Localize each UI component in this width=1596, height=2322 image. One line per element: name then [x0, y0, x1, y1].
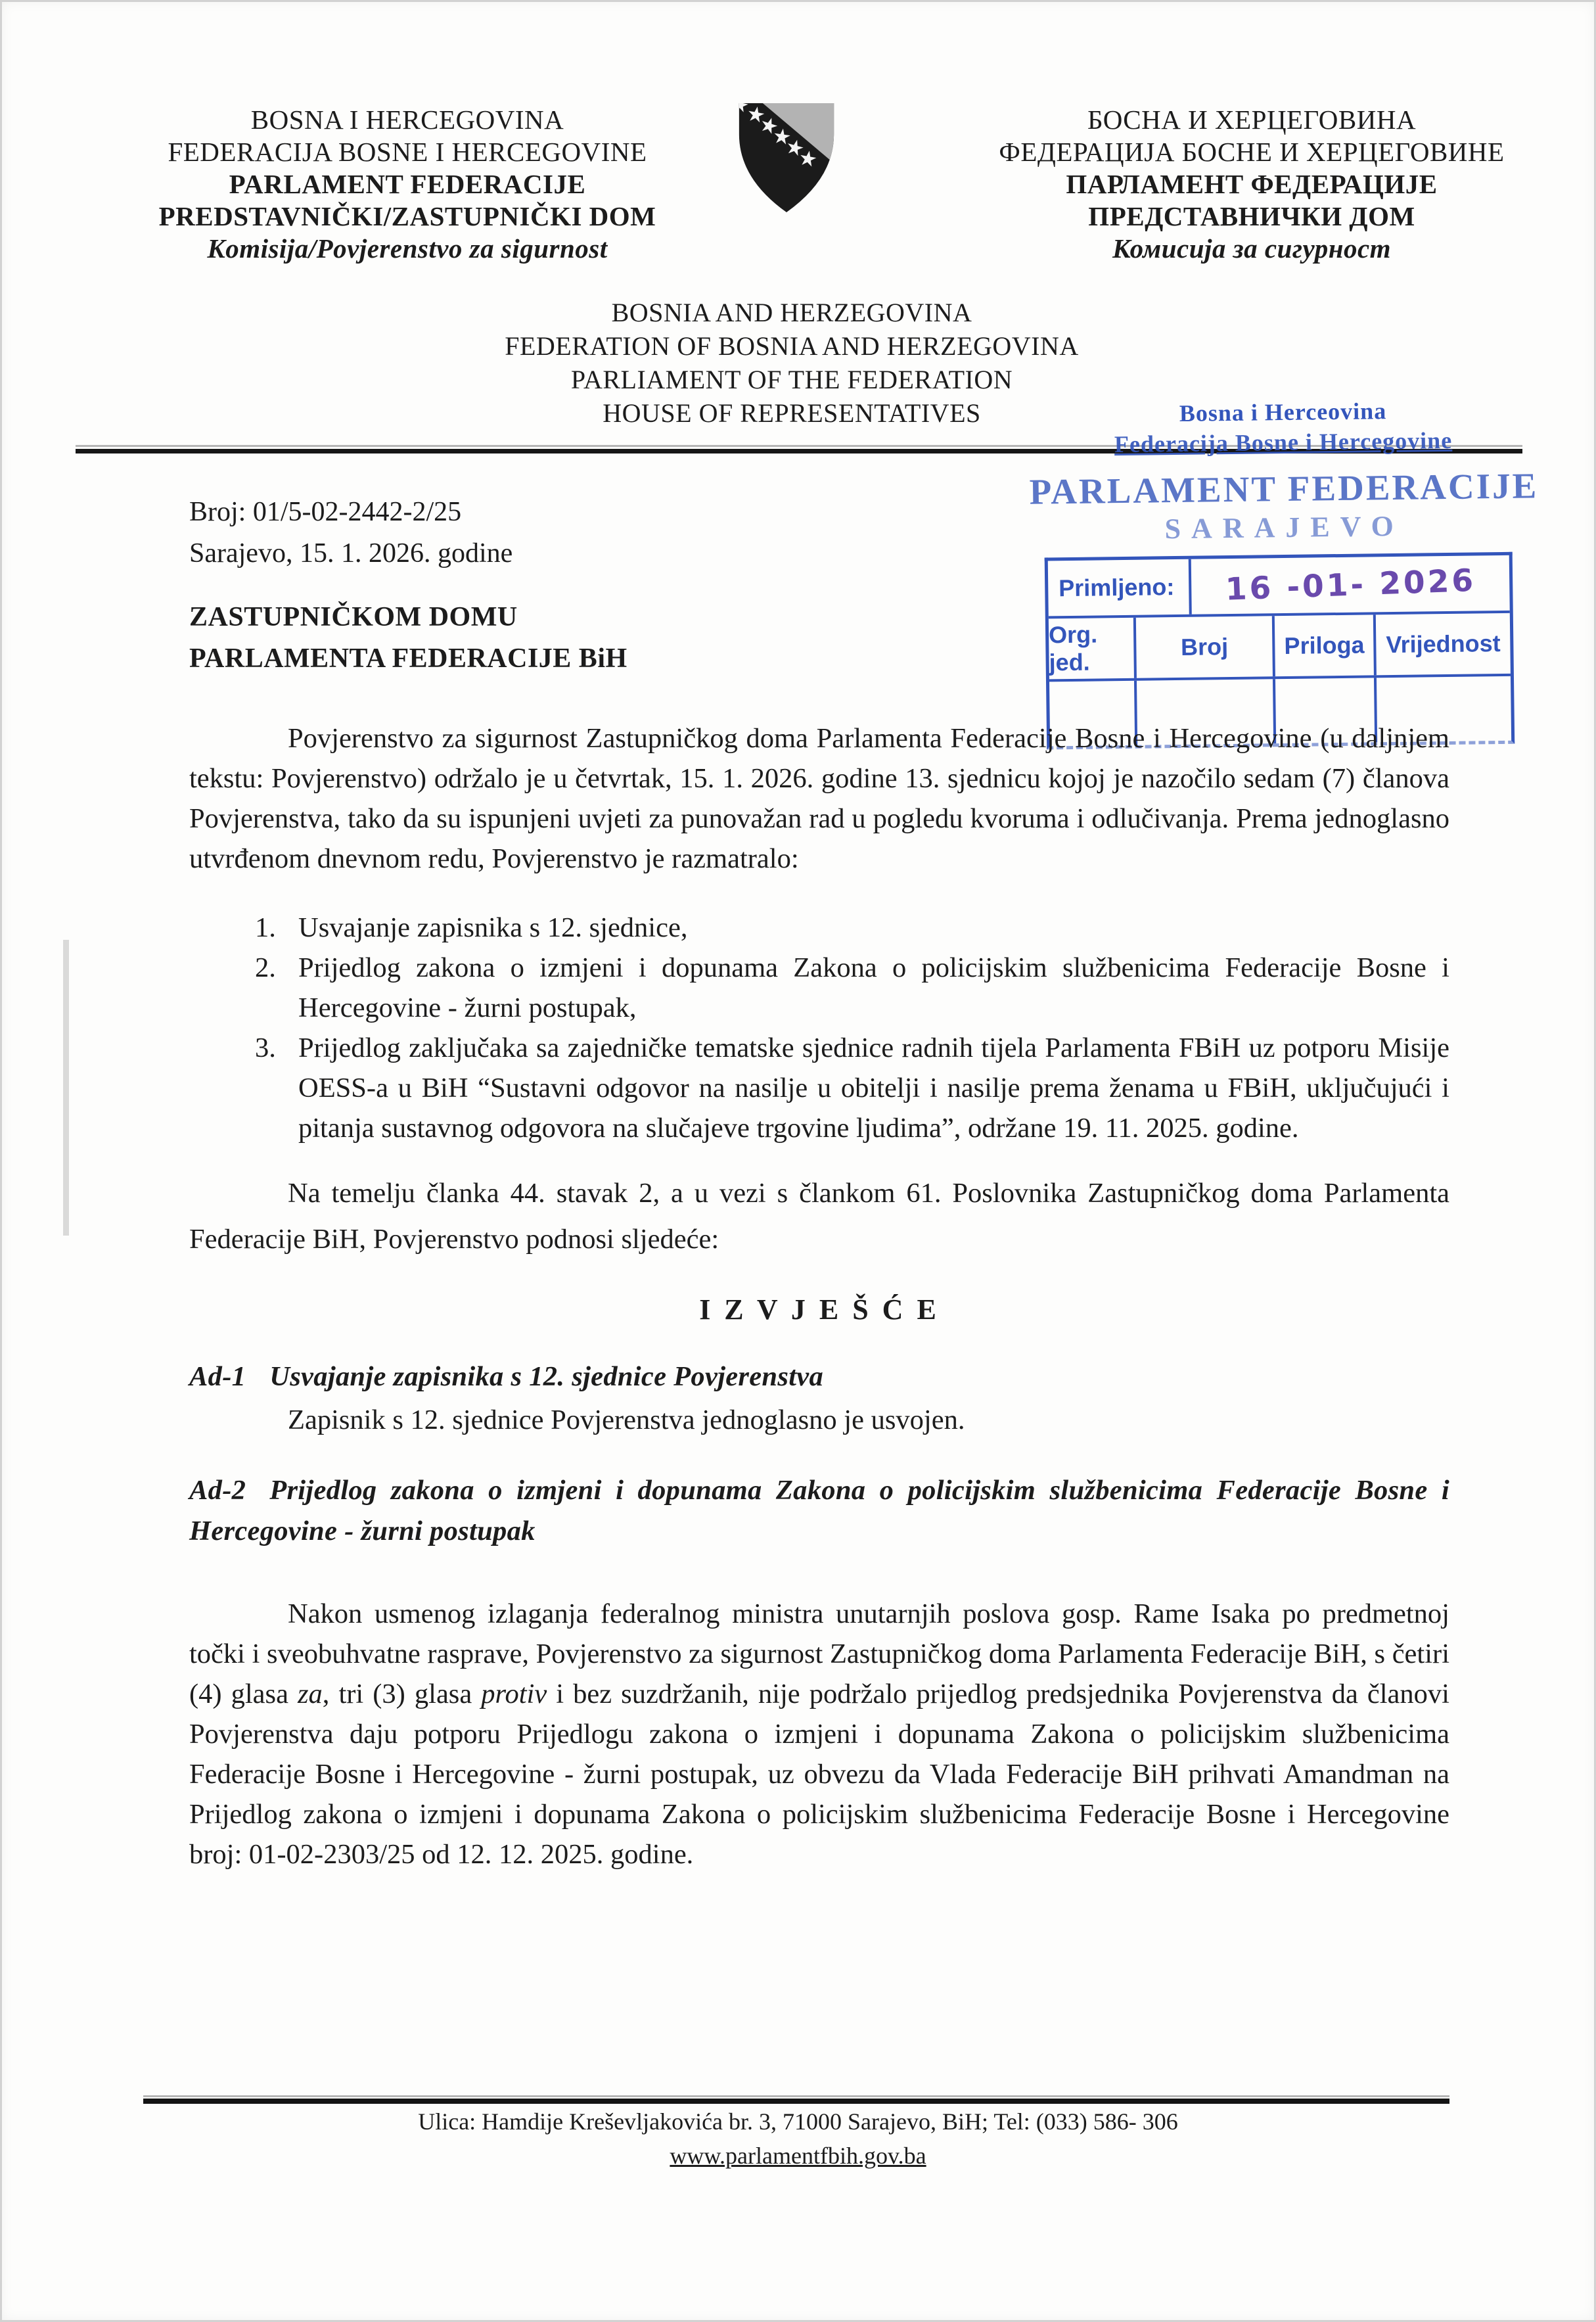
letterhead-bosnian — [95, 104, 719, 265]
stamp-federation-line: Federacija Bosne i Hercegovine — [1114, 427, 1453, 458]
letterhead-line: ФЕДЕРАЦИЈА БОСНЕ И ХЕРЦЕГОВИНЕ — [999, 137, 1505, 167]
bih-shield-icon — [731, 96, 842, 218]
section-ad2-label: Ad-2 — [189, 1475, 246, 1506]
stamp-received-date: 16 -01- 2026 — [1224, 562, 1476, 608]
document-body — [189, 718, 1449, 1874]
document-number: Broj: 01/5-02-2442-2/25 — [189, 497, 462, 527]
stamp-received-label: Primljeno: — [1048, 559, 1192, 616]
received-stamp — [1028, 395, 1541, 749]
agenda-item — [255, 948, 1449, 1028]
stamp-column-priloga: Priloga — [1275, 615, 1377, 676]
letterhead-line: HOUSE OF REPRESENTATIVES — [603, 398, 981, 428]
letterhead-line: БОСНА И ХЕРЦЕГОВИНА — [1087, 104, 1417, 135]
agenda-item-text: Usvajanje zapisnika s 12. sjednice, — [298, 912, 688, 943]
letterhead-line: Комисија за сигурност — [1112, 233, 1392, 264]
footer-block — [0, 2104, 1596, 2173]
stamp-received-row — [1048, 555, 1510, 619]
scan-artifact-line — [63, 940, 69, 1236]
letterhead-line: Komisija/Povjerenstvo za sigurnost — [207, 233, 608, 264]
report-title: I Z V J E Š Ć E — [699, 1293, 940, 1326]
section-ad1-label: Ad-1 — [189, 1361, 246, 1392]
letterhead-line: PARLAMENT FEDERACIJE — [229, 169, 586, 199]
agenda-item-text: Prijedlog zaključaka sa zajedničke tematske sjednice radnih tijela Parlamenta FBiH uz potporu Misije OESS-a u BiH “Sustavni odgovor na nasilje u obitelji i nasilje prema ženama u FBiH, uključujući i pitanja sustavnog odgovora na slučajeve trgovine ljudima”, održane 19. 11. 2025. godine. — [298, 1033, 1449, 1144]
coat-of-arms-emblem — [731, 96, 842, 218]
stamp-city-line: SARAJEVO — [1164, 509, 1405, 546]
stamp-column-vrijednost: Vrijednost — [1386, 630, 1501, 659]
document-meta — [189, 492, 513, 574]
letterhead-line: PARLIAMENT OF THE FEDERATION — [570, 365, 1013, 394]
decision-text-part: Nakon usmenog izlaganja federalnog ministra unutarnjih poslova gosp. Rame Isaka po predmetnoj točki i sveobuhvatne rasprave, Povjerenstvo za sigurnost Zastupničkog doma Parlamenta Federacije BiH, s četiri (4) glasa — [189, 1598, 1449, 1709]
paragraph-legal-basis: Na temelju članka 44. stavak 2, a u vezi s člankom 61. Poslovnika Zastupničkog doma Parlamenta Federacije BiH, Povjerenstvo podnosi sljedeće: — [189, 1178, 1449, 1255]
stamp-country-line: Bosna i Herceovina — [1179, 398, 1387, 427]
footer-website-link[interactable]: www.parlamentfbih.gov.ba — [670, 2143, 926, 2169]
letterhead-line: FEDERATION OF BOSNIA AND HERZEGOVINA — [505, 331, 1079, 361]
section-ad2-title: Prijedlog zakona o izmjeni i dopunama Zakona o policijskim službenicima Federacije Bosne i Hercegovine - žurni postupak — [189, 1475, 1449, 1546]
agenda-item-text: Prijedlog zakona o izmjeni i dopunama Zakona o policijskim službenicima Federacije Bosne i Hercegovine - žurni postupak, — [298, 952, 1449, 1023]
section-ad1-heading — [189, 1357, 1449, 1397]
agenda-list — [255, 908, 1449, 1148]
letterhead-line: BOSNIA AND HERZEGOVINA — [611, 298, 972, 327]
recipient-line: PARLAMENTA FEDERACIJE BiH — [189, 643, 627, 674]
vote-against-word: protiv — [481, 1679, 547, 1709]
recipient-block — [189, 597, 627, 680]
paragraph-intro: Povjerenstvo za sigurnost Zastupničkog doma Parlamenta Federacije Bosne i Hercegovine (u daljnjem tekstu: Povjerenstvo) održalo je u četvrtak, 15. 1. 2026. godine 13. sjednicu kojoj je nazočilo sedam (7) članova Povjerenstva, tako da su ispunjeni uvjeti za punovažan rad u pogledu kvoruma i odlučivanja. Prema jednoglasno utvrđenom dnevnom redu, Povjerenstvo je razmatralo: — [189, 723, 1449, 874]
stamp-columns-row — [1049, 613, 1511, 682]
letterhead-line: BOSNA I HERCEGOVINA — [250, 104, 564, 135]
stamp-column-org-jed: Org. jed. — [1049, 618, 1137, 680]
stamp-parliament-line: PARLAMENT FEDERACIJE — [1029, 465, 1539, 512]
agenda-item-number: 2. — [255, 952, 276, 983]
letterhead-line: ПАРЛАМЕНТ ФЕДЕРАЦИЈЕ — [1066, 169, 1438, 199]
place-and-date: Sarajevo, 15. 1. 2026. godine — [189, 538, 513, 569]
stamp-column-broj: Broj — [1136, 616, 1275, 678]
agenda-item-number: 1. — [255, 912, 276, 943]
footer-address: Ulica: Hamdije Kreševljakovića br. 3, 71000 Sarajevo, BiH; Tel: (033) 586- 306 — [418, 2108, 1178, 2135]
footer-divider-line — [143, 2099, 1449, 2104]
section-ad1-title: Usvajanje zapisnika s 12. sjednice Povjerenstva — [269, 1361, 824, 1392]
paragraph-ad2-decision — [189, 1594, 1449, 1874]
letterhead-cyrillic — [936, 104, 1567, 265]
decision-text-part: , tri (3) glasa — [322, 1679, 482, 1709]
recipient-line: ZASTUPNIČKOM DOMU — [189, 602, 518, 632]
decision-text-part: i bez suzdržanih, nije podržalo prijedlog predsjednika Povjerenstva da članovi Povjerenstva daju potporu Prijedlogu zakona o izmjeni i dopunama Zakona o policijskim službenicima Federacije Bosne i Hercegovine - žurni postupak, uz obvezu da Vlada Federacije BiH prihvati Amandman na Prijedlog zakona o izmjeni i dopunama Zakona o policijskim službenicima Federacije Bosne i Hercegovine broj: 01-02-2303/25 od 12. 12. 2025. godine. — [189, 1679, 1449, 1870]
section-ad2-heading — [189, 1470, 1449, 1552]
agenda-item-number: 3. — [255, 1033, 276, 1063]
letterhead-line: PREDSTAVNIČKI/ZASTUPNIČKI DOM — [158, 201, 656, 231]
letterhead-line: FEDERACIJA BOSNE I HERCEGOVINE — [168, 137, 647, 167]
vote-for-word: za — [297, 1679, 323, 1709]
letterhead-line: ПРЕДСТАВНИЧКИ ДОМ — [1088, 201, 1415, 231]
agenda-item — [255, 1028, 1449, 1148]
footer-divider-shadow — [143, 2095, 1449, 2097]
section-ad1-text: Zapisnik s 12. sjednice Povjerenstva jednoglasno je usvojen. — [288, 1405, 965, 1435]
agenda-item — [255, 908, 1449, 948]
